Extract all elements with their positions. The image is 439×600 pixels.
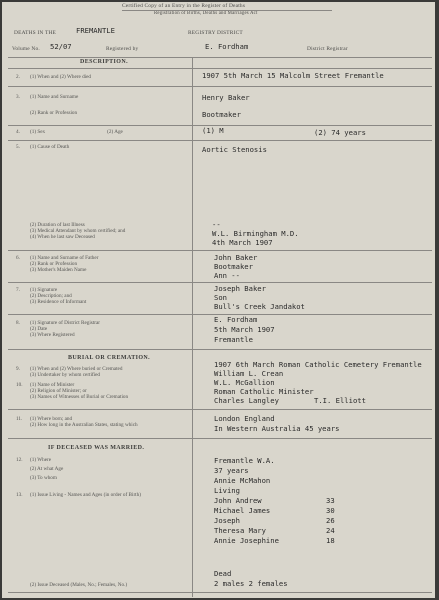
row-2-labels bbox=[16, 74, 91, 80]
row-8-number: 8. bbox=[16, 320, 20, 326]
row-2-number: 2. bbox=[16, 74, 20, 80]
description-heading: DESCRIPTION. bbox=[80, 59, 128, 65]
row-10-value-3: Charles Langley bbox=[214, 396, 279, 405]
row-12-number: 12. bbox=[16, 457, 23, 463]
row-3-number: 3. bbox=[16, 94, 20, 100]
death-certificate bbox=[2, 2, 435, 598]
row-10-number: 10. bbox=[16, 382, 23, 388]
row-7-value-1: Joseph Baker bbox=[214, 284, 266, 293]
row-5-label-4: (4) When he last saw Deceased bbox=[30, 234, 95, 241]
child-age: 18 bbox=[326, 536, 335, 545]
row-11-value-1: London England bbox=[214, 414, 275, 423]
row-9-labels bbox=[16, 366, 122, 378]
row-3-label-1: (1) Name and Surname bbox=[30, 94, 79, 100]
volume-no-label: Volume No. bbox=[12, 46, 40, 52]
row-10-label-3: (3) Names of Witnesses of Burial or Cremation bbox=[30, 394, 129, 401]
child-name: Michael James bbox=[214, 506, 271, 515]
deaths-in-label: DEATHS IN THE bbox=[14, 30, 57, 36]
row-2-label-1: (1) When and (2) Where died bbox=[30, 74, 92, 80]
row-7-number: 7. bbox=[16, 287, 20, 293]
row-4-label-2: (2) Age bbox=[107, 129, 123, 135]
district-registrar-label: District Registrar bbox=[307, 46, 348, 52]
row-5-label-3: (3) Medical Attendant by whom certified; and bbox=[30, 228, 126, 235]
row-3-labels bbox=[16, 94, 78, 116]
child-name: Theresa Mary bbox=[214, 526, 266, 535]
entry-number: 52/07 bbox=[50, 42, 72, 51]
row-8-label-1: (1) Signature of District Registrar bbox=[30, 320, 101, 326]
child-name: Joseph bbox=[214, 516, 240, 525]
row-6-value-1: John Baker bbox=[214, 253, 258, 262]
row-10-label-1: (1) Name of Minister bbox=[30, 382, 75, 388]
row-8-value-3: Fremantle bbox=[214, 335, 253, 344]
row-10-label-2: (2) Religion of Minister; or bbox=[30, 388, 87, 395]
row-5-label-2: (2) Duration of last Illness bbox=[30, 222, 85, 228]
child-name: Annie Josephine bbox=[214, 536, 279, 545]
row-12-label-3: (3) To whom bbox=[30, 475, 57, 482]
row-2-value: 1907 5th March 15 Malcolm Street Fremantle bbox=[202, 71, 384, 80]
row-4-labels bbox=[16, 129, 123, 135]
row-12-labels bbox=[16, 457, 63, 482]
row-6-label-3: (3) Mother's Maiden Name bbox=[30, 267, 87, 274]
row-3-value-1: Henry Baker bbox=[202, 93, 250, 102]
row-10-value-4: T.I. Elliott bbox=[314, 396, 366, 405]
row-6-label-2: (2) Rank or Profession bbox=[30, 261, 78, 268]
row-13b-label: (2) Issue Deceased (Males, No.; Females, No.) bbox=[30, 582, 128, 588]
row-8-value-1: E. Fordham bbox=[214, 315, 258, 324]
row-6-number: 6. bbox=[16, 255, 20, 261]
row-10-value-1: W.L. McGallion bbox=[214, 378, 275, 387]
row-3-label-2: (2) Rank or Profession bbox=[30, 110, 78, 117]
row-12-value-1: Fremantle W.A. bbox=[214, 456, 275, 465]
row-13b-value-2: 2 males 2 females bbox=[214, 579, 288, 588]
child-age: 30 bbox=[326, 506, 335, 515]
row-8-label-2: (2) Date bbox=[30, 326, 48, 333]
married-heading: IF DECEASED WAS MARRIED. bbox=[48, 445, 145, 451]
registrar-name: E. Fordham bbox=[205, 42, 249, 51]
row-10-value-2: Roman Catholic Minister bbox=[214, 387, 314, 396]
row-5-label-1: (1) Cause of Death bbox=[30, 144, 70, 150]
child-age: 26 bbox=[326, 516, 335, 525]
row-8-label-3: (3) Where Registered bbox=[30, 332, 75, 339]
row-12-label-1: (1) Where bbox=[30, 457, 52, 463]
row-12-value-3: Annie McMahon bbox=[214, 476, 271, 485]
row-5-labels-lower bbox=[16, 222, 125, 241]
certificate-subtitle: Registration of Births, Deaths and Marriages Act bbox=[154, 11, 258, 16]
children-list bbox=[214, 497, 344, 547]
row-11-number: 11. bbox=[16, 416, 23, 422]
row-4-label-1: (1) Sex bbox=[30, 129, 46, 135]
row-5-label-1-line bbox=[16, 144, 69, 150]
row-11-label-1: (1) Where born; and bbox=[30, 416, 73, 422]
row-5-value-4: 4th March 1907 bbox=[212, 238, 273, 247]
row-9-label-1: (1) When and (2) Where buried or Cremated bbox=[30, 366, 123, 372]
row-7-label-3: (3) Residence of Informant bbox=[30, 299, 87, 306]
row-9-value-2: William L. Crean bbox=[214, 369, 284, 378]
row-7-label-2: (2) Description; and bbox=[30, 293, 72, 300]
row-9-number: 9. bbox=[16, 366, 20, 372]
row-6-value-3: Ann -- bbox=[214, 271, 240, 280]
row-6-labels bbox=[16, 255, 98, 274]
row-6-label-1: (1) Name and Surname of Father bbox=[30, 255, 99, 261]
row-7-value-3: Bull's Creek Jandakot bbox=[214, 302, 305, 311]
row-9-value-1: 1907 6th March Roman Catholic Cemetery Fremantle bbox=[214, 360, 422, 369]
row-5-value-3: W.L. Birmingham M.D. bbox=[212, 229, 299, 238]
row-7-labels bbox=[16, 287, 86, 306]
row-11-label-2: (2) How long in the Australian States, stating which bbox=[30, 422, 138, 429]
row-7-label-1: (1) Signature bbox=[30, 287, 58, 293]
row-13-number: 13. bbox=[16, 492, 23, 498]
row-8-value-2: 5th March 1907 bbox=[214, 325, 275, 334]
row-11-value-2: In Western Australia 45 years bbox=[214, 424, 340, 433]
row-4-number: 4. bbox=[16, 129, 20, 135]
row-13-labels bbox=[16, 492, 141, 498]
child-entry bbox=[214, 537, 344, 547]
district-name: FREMANTLE bbox=[76, 26, 115, 35]
row-9-label-2: (3) Undertaker by whom certified bbox=[30, 372, 101, 379]
registry-district-label: REGISTRY DISTRICT bbox=[188, 30, 243, 36]
row-13b-value-1: Dead bbox=[214, 569, 232, 578]
row-6-value-2: Bootmaker bbox=[214, 262, 253, 271]
child-age: 24 bbox=[326, 526, 335, 535]
row-5-value-2: -- bbox=[212, 220, 221, 229]
burial-heading: BURIAL OR CREMATION. bbox=[68, 355, 151, 361]
row-7-value-2: Son bbox=[214, 293, 227, 302]
row-4-value-2: (2) 74 years bbox=[314, 128, 366, 137]
row-8-labels bbox=[16, 320, 100, 339]
registered-by-label: Registered by bbox=[106, 46, 139, 52]
row-3-value-2: Bootmaker bbox=[202, 110, 241, 119]
row-11-labels bbox=[16, 416, 138, 428]
row-12-value-2: 37 years bbox=[214, 466, 249, 475]
row-5-value-1: Aortic Stenosis bbox=[202, 145, 267, 154]
row-12-label-2: (2) At what Age bbox=[30, 466, 64, 473]
row-10-labels bbox=[16, 382, 128, 401]
row-13-label-1: (1) Issue Living - Names and Ages (in order of Birth) bbox=[30, 492, 141, 498]
certificate-title: Certified Copy of an Entry in the Register of Deaths bbox=[122, 3, 246, 9]
row-5-number: 5. bbox=[16, 144, 20, 150]
child-age: 33 bbox=[326, 496, 335, 505]
child-name: John Andrew bbox=[214, 496, 262, 505]
row-13-value-1: Living bbox=[214, 486, 240, 495]
row-4-value-1: (1) M bbox=[202, 126, 224, 135]
